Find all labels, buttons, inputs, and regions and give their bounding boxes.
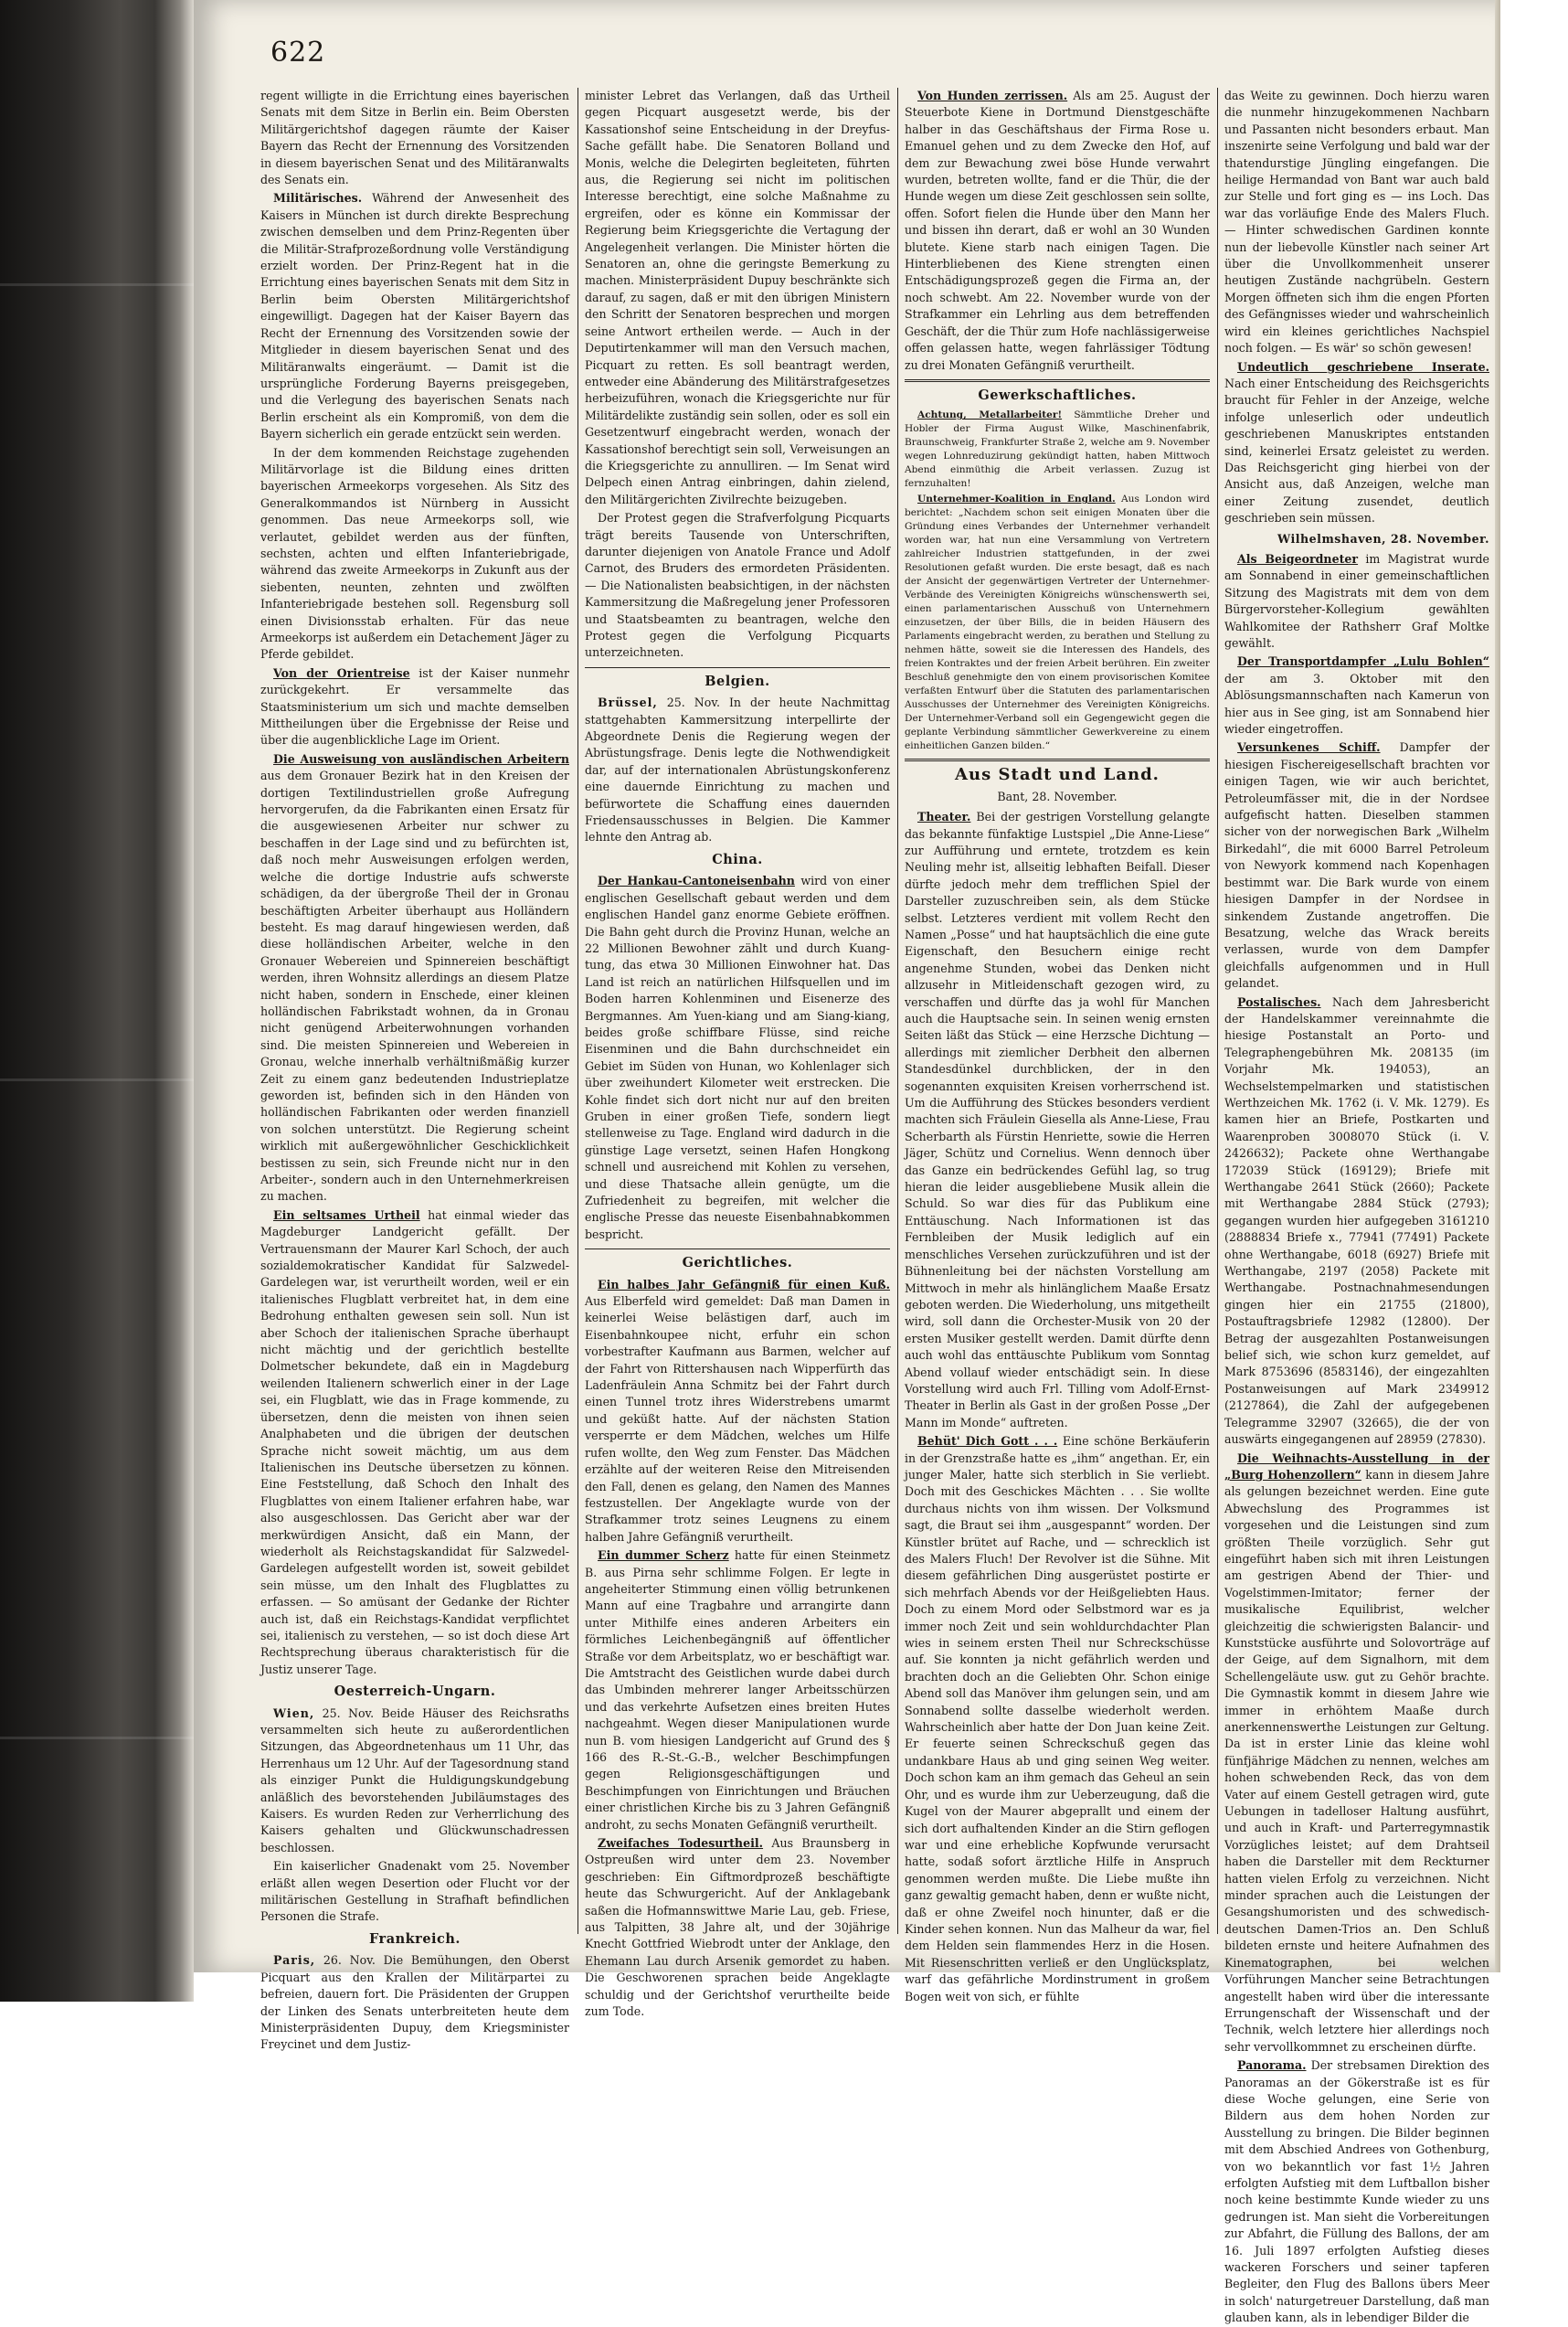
paragraph-text: Nach einer Entscheidung des Reichsgerichts braucht für Fehler in der Anzeige, welche infolge unleserlich oder undeutlich geschriebenen Manuskriptes entstanden sind, keinerlei Ersatz geleistet zu werden. Das Reichsgericht ging hierbei von der Ansicht aus, daß Anzeigen, welche man einer Zeitung zusendet, deutlich geschrieben sein müssen. (1224, 376, 1489, 526)
article-paragraph (260, 190, 569, 442)
paragraph-text: der am 3. Oktober mit den Ablösungsmannschaften nach Kamerun von hier aus in See ging, ist am Sonnabend hier wieder eingetroffen. (1224, 671, 1489, 737)
article-keyword: Versunkenes Schiff. (1237, 740, 1381, 755)
paragraph-text: im Magistrat wurde am Sonnabend in einer gemeinschaftlichen Sitzung des Magistrats mit dem von dem Bürgervorsteher-Kollegium gewählten Wahlkomitee der Rathsherr Graf Moltke gewählt. (1224, 551, 1489, 650)
column-4 (1224, 88, 1489, 2325)
paragraph-text: Als am 25. August der Steuerbote Kiene in Dortmund Dienstgeschäfte halber in das Geschäftshaus der Firma Rose u. Emanuel gehen und zu dem Zwecke den Hof, auf dem zur Bewachung zwei böse Hunde verwahrt wurden, betreten wollte, fand er die Thür, die der Hunde wegen um diese Zeit geschlossen sein sollte, offen. Sofort fielen die Hunde über den Mann her und bissen ihn derart, daß er wohl an 30 Wunden blutete. Kiene starb nach einigen Tagen. Die Hinterbliebenen des Kiene strengten einen Entschädigungsprozeß gegen die Firma an, der noch schwebt. Am 22. November wurde von der Strafkammer ein Lehrling aus dem betreffenden Geschäft, der die Thür zum Hofe nachlässigerweise offen gelassen hatte, wegen fahrlässiger Tödtung zu drei Monaten Gefängniß verurtheilt. (905, 89, 1211, 372)
dateline: Bant, 28. November. (997, 789, 1118, 803)
article-paragraph (585, 1547, 890, 1833)
dateline: Wilhelmshaven, 28. November. (1277, 531, 1489, 546)
book-spine (0, 0, 194, 2002)
article-keyword: Der Transportdampfer „Lulu Bohlen“ (1237, 654, 1489, 669)
article-paragraph (260, 665, 569, 749)
article-paragraph: Ein kaiserlicher Gnadenakt vom 25. November erläßt allen wegen Desertion oder Flucht vor der militärischen Gestellung in Strafhaft befindlichen Personen die Strafe. (260, 1859, 569, 1924)
column-rule (1217, 88, 1218, 1934)
paragraph-text: 25. Nov. Beide Häuser des Reichsraths versammelten sich heute zu außerordentlichen Sitzungen, das Abgeordnetenhaus um 11 Uhr, das Herrenhaus um 12 Uhr. Auf der Tagesordnung stand als einziger Punkt die Huldigungskundgebung anläßlich des bevorstehenden Jubiläumstages des Kaisers. Es wurden Reden zur Verherrlichung des Kaisers gehalten und Glückwunschadressen beschlossen. (260, 1705, 569, 1854)
article-keyword: Postalisches. (1237, 994, 1321, 1009)
spine-band (0, 283, 194, 286)
paragraph-text: Während der Anwesenheit des Kaisers in München ist durch direkte Besprechung zwischen demselben und dem Prinz-Regenten über die Militär-Strafprozeßordnung volle Verständigung erzielt worden. Der Prinz-Regent hat in die Errichtung eines bayerischen Senats mit dem Sitz in Berlin beim Obersten Militärgerichtshof eingewilligt. Dagegen hat der Kaiser Bayern das Recht der Ernennung des Vorsitzenden sowie der Mitglieder in diesem bayerischen Senat und des Militäranwalts eingeräumt. — Damit ist die ursprüngliche Forderung Bayerns preisgegeben, und die Verlegung des bayerischen Senats nach Berlin erscheint als ein Kompromiß, von dem die Bayern sicherlich ein gerade entzückt sein werden. (260, 191, 569, 441)
dateline-place: Wien, (273, 1705, 315, 1720)
article-keyword: Zweifaches Todesurtheil. (598, 1836, 764, 1851)
article-keyword: Ein seltsames Urtheil (273, 1207, 420, 1222)
section-heading: Frankreich. (369, 1930, 461, 1947)
article-paragraph: das Weite zu gewinnen. Doch hierzu waren die nunmehr hinzugekommenen Nachbarn und Passanten nicht besonders erbaut. Man inszenirte seine Verfolgung und bald war der thatendurstige Jüngling eingefangen. Die heilige Hermandad von Bant war auch bald zur Stelle und fort ging es — ins Loch. Das war das vorläufige Ende des Malers Fluch. — Hinter schwedischen Gardinen konnte nun der liebevolle Künstler nach seiner Art über die Unvollkommenheit unserer heutigen Zustände nachgrübeln. Gestern Morgen öffneten sich ihm die engen Pforten des Gefängnisses wieder und wahrscheinlich wird ein kleines gerichtliches Nachspiel noch folgen. — Es wär' so schön gewesen! (1224, 89, 1489, 356)
article-keyword: Behüt' Dich Gott . . . (917, 1434, 1058, 1449)
column-2 (585, 88, 890, 2019)
article-paragraph: minister Lebret das Verlangen, daß das Urtheil gegen Picquart ausgesetzt werde, bis der Kassationshof seine Entscheidung in der Dreyfus-Sache gefällt habe. Die Senatoren Bolland und Monis, welche die Delegirten begleiteten, führten aus, die Regierung sei nicht im politischen Interesse berechtigt, eine solche Maßnahme zu ergreifen, oder es könne ein Kommissar der Regierung beim Kriegsgerichte die Vertagung der Angelegenheit verlangen. Die Minister hörten die Senatoren an, ohne die geringste Bemerkung zu machen. Ministerpräsident Dupuy beschränkte sich darauf, zu sagen, daß er mit den übrigen Ministern den Schritt der Senatoren besprechen und morgen seine Antwort ertheilen werde. — Auch in der Deputirtenkammer will man den Versuch machen, Picquart zu retten. Es soll beantragt werden, entweder eine Abänderung des Militärstrafgesetzes herbeizuführen, wonach die Kriegsgerichte nur für Militärdelikte zuständig sein sollen, oder es soll ein Gesetzentwurf eingebracht werden, wonach der Kassationshof berechtigt sein soll, Verweisungen an die Kriegsgerichte zu annulliren. — Im Senat wird Delpech einen Antrag einbringen, dahin zielend, den Militärgerichten Zivilrechte beizugeben. (585, 89, 890, 506)
article-keyword: Die Ausweisung von ausländischen Arbeitern (273, 751, 569, 766)
paragraph-text: Der strebsamen Direktion des Panoramas an der Gökerstraße ist es für diese Woche gelungen, eine Serie von Bildern aus dem hohen Norden zur Ausstellung zu bringen. Die Bilder beginnen mit dem Abschied Andrees von Gothenburg, von wo bekanntlich vor fast 1½ Jahren erfolgten Aufstieg mit dem Luftballon bisher noch keine bestimmte Kunde wieder zu uns gedrungen ist. Man sieht die Vorbereitungen zur Abfahrt, die Füllung des Ballons, der am 16. Juli 1897 erfolgten Aufstieg dieses wackeren Forschers und seiner tapferen Begleiter, den Flug des Ballons übers Meer in solch' naturgetreuer Darstellung, daß man glauben kann, als in lebendiger Bilder die (1224, 2058, 1489, 2325)
article-keyword: Von der Orientreise (273, 665, 410, 680)
dateline-place: Paris, (273, 1953, 316, 1968)
paragraph-text: Eine schöne Berkäuferin in der Grenzstraße hatte es „ihm“ angethan. Er, ein junger Maler, hatte sich sterblich in Sie verliebt. Doch mit des Geschickes Mächten . . . Sie wollte durchaus nichts von ihm wissen. Der Volksmund sagt, die Braut sei ihm „ausgespannt“ worden. Der Künstler brütet auf Rache, und — schrecklich ist des Malers Fluch! Der Revolver ist die Sühne. Mit diesem gefährlichen Ding ausgerüstet postirte er sich mehrfach Abends vor der Heißgeliebten Haus. Doch zu einem Mord oder Selbstmord war es ja immer noch Zeit und sein wohldurchdachter Plan wies in seinem ersten Theil nur Schreckschüsse auf. Sie konnten ja nicht gefährlich werden und brachten doch an die Geliebten Ohr. Schon einige Abend soll das Manöver ihm gelungen sein, und am Sonnabend sollte dasselbe wiederholt werden. Wahrscheinlich aber hatte der Don Juan keine Zeit. Er feuerte seinen Schreckschuß gegen das undankbare Haus ab und ging seinen Weg weiter. Doch schon kam an ihm gemach das Geheul an sein Ohr, und es wurde ihm zur Ueberzeugung, daß die Kugel von der Maurer abgeprallt und einem der sich dort aufhaltenden Kinder an die Stirn geflogen war und eine erhebliche Kopfwunde verursacht hatte, sodaß sofort ärztliche Hilfe in Anspruch genommen werden mußte. Die Liebe mußte ihn ganz gewaltig gemacht haben, denn er wußte nicht, daß er ohne Zweifel noch hinunter, daß er die Kinder sehen konnen. Nun das Malheur da war, fiel dem Helden sein flammendes Herz in die Hosen. Mit Riesenschritten verließ er den Unglücksplatz, warf das gefährliche Mordinstrument in großem Bogen weit von sich, er fühlte (905, 1434, 1210, 2003)
article-paragraph (1224, 653, 1489, 738)
paragraph-text: Nach dem Jahresbericht der Handelskammer vereinnahmte die hiesige Postanstalt an Porto- und Telegraphengebühren Mk. 208135 (im Vorjahr Mk. 194053), an Wechselstempelmarken und statistischen Werthzeichen Mk. 1762 (i. V. Mk. 1279). Es kamen hier an Briefe, Postkarten und Waarenproben 3008070 Stück (i. V. 2426632); Packete ohne Werthangabe 172039 Stück (169129); Briefe mit Werthangabe 2641 Stück (2660); Packete mit Werthangabe 2884 Stück (2793); gegangen wurden hier aufgegeben 3161210 (2888834 Briefe x., 77941 (77491) Packete ohne Werthangabe, 6018 (6927) Briefe mit Werthangabe, 2197 (2058) Packete mit Werthangabe. Postnachnahmesendungen gingen hier ein 21755 (21800), Postauftragsbriefe 12982 (12800). Der Betrag der ausgezahlten Postanweisungen belief sich, wie schon kurz gemeldet, auf Mark 8753696 (8583146), der eingezahlten Postanweisungen auf Mark 2349912 (2127864), die Zahl der aufgegebenen Telegramme 32907 (32665), die der von auswärts eingegangenen auf 28959 (27830). (1224, 994, 1489, 1447)
spine-band (0, 1078, 194, 1081)
section-heading: Aus Stadt und Land. (955, 765, 1160, 785)
paragraph-text: Dampfer der hiesigen Fischereigesellschaft brachten vor einigen Tagen, wie wir auch berichtet, Petroleumfässer mit, die in der Nordsee aufgefischt hatten. Dieselben stammen sicher von der norwegischen Bark „Wilhelm Birkedahl“, die mit 6000 Barrel Petroleum von Newyork kommend nach Kopenhagen bestimmt war. Die Bark wurde von einem hiesigen Dampfer in der Nordsee in sinkendem Zustande angetroffen. Die Besatzung, welche das Wrack bereits verlassen, wurde von dem Dampfer gleichfalls aufgenommen und in Hull gelandet. (1224, 740, 1489, 991)
section-heading: Belgien. (705, 673, 770, 689)
article-paragraph (260, 751, 569, 1206)
article-paragraph (1224, 359, 1489, 527)
article-paragraph: regent willigte in die Errichtung eines bayerischen Senats mit dem Sitze in Berlin ein. Beim Obersten Militärgerichtshof dagegen räumte der Kaiser Bayern das Recht der Ernennung des Vorsitzenden in diesem bayerischen Senat und des Militäranwalts des Senats ein. (260, 89, 569, 187)
article-paragraph (260, 1207, 569, 1678)
column-rule (577, 88, 578, 1934)
article-keyword: Als Beigeordneter (1237, 551, 1359, 566)
article-keyword: Achtung, Metallarbeiter! (917, 409, 1063, 421)
article-paragraph (260, 1705, 569, 1857)
spine-band (0, 1737, 194, 1739)
section-keyword: Militärisches. (273, 191, 363, 206)
column-1 (260, 88, 569, 2052)
paragraph-text: Sämmtliche Dreher und Hobler der Firma August Wilke, Maschinenfabrik, Braunschweig, Frankfurter Straße 2, welche am 9. November wegen Lohnreduzirung gekündigt hatten, haben Mittwoch Abend einmüthig die Arbeit verlassen. Zuzug ist fernzuhalten! (905, 409, 1210, 490)
article-paragraph (260, 1952, 569, 2053)
article-paragraph (585, 695, 890, 846)
article-paragraph (1224, 551, 1489, 652)
article-keyword: Von Hunden zerrissen. (917, 89, 1068, 102)
article-paragraph (905, 409, 1210, 491)
article-paragraph (1224, 739, 1489, 992)
separator (585, 667, 890, 668)
article-paragraph (1224, 994, 1489, 1449)
paragraph-text: 26. Nov. Die Bemühungen, den Oberst Picquart aus den Krallen der Militärpartei zu befreien, dauern fort. Die Präsidenten der Gruppen der Linken des Senats unterbreiteten heute dem Ministerpräsidenten Dupuy, dem Kriegsminister Freycinet und dem Justiz- (260, 1953, 569, 2052)
article-paragraph: Der Protest gegen die Strafverfolgung Picquarts trägt bereits Tausende von Unterschriften, darunter diejenigen von Anatole France und Adolf Carnot, des Bruders des ermordeten Präsidenten. — Die Nationalisten beabsichtigen, in der nächsten Kammersitzung die Maßregelung jener Professoren und Staatsbeamten zu beantragen, welche den Protest gegen die Verfolgung Picquarts unterzeichneten. (585, 511, 890, 660)
paragraph-text: aus dem Gronauer Bezirk hat in den Kreisen der dortigen Textilindustriellen große Aufregung hervorgerufen, da die Fabrikanten einen Ersatz für die ausgewiesenen Arbeiter nur schwer zu beschaffen in der Lage sind und zu befürchten ist, daß noch mehr Ausweisungen erfolgen werden, welche die dortige Industrie aufs schwerste schädigen, da der übergroße Theil der in Gronau beschäftigten Arbeiter überhaupt aus Holländern besteht. Es mag darauf hingewiesen werden, daß diese holländischen Arbeiter, welche in den Gronauer Webereien und Spinnereien beschäftigt werden, ihren Wohnsitz allerdings an diesem Platze nicht haben, sondern in Enschede, einer kleinen holländischen Fabrikstadt wohnen, da in Gronau nicht genügend Arbeiterwohnungen vorhanden sind. Die meisten Spinnereien und Webereien in Gronau, welche innerhalb verhältnißmäßig kurzer Zeit zu einem ganz bedeutenden Industrieplatze geworden ist, befinden sich in den Händen von holländischen Fabrikanten oder werden finanziell von solchen unterstützt. Die Regierung scheint wirklich mit außergewöhnlicher Geschicklichkeit bestissen zu sein, sich Freunde nicht nur in den Arbeiter-, sondern auch in den Unternehmerkreisen zu machen. (260, 769, 569, 1204)
page-number: 622 (270, 37, 326, 69)
article-paragraph (585, 873, 890, 1243)
article-keyword: Die Weihnachts-Ausstellung in der „Burg Hohenzollern“ (1224, 1450, 1489, 1482)
section-heading: Gewerkschaftliches. (978, 387, 1137, 403)
column-3 (905, 88, 1211, 2003)
paragraph-text: Aus Elberfeld wird gemeldet: Daß man Damen in keinerlei Weise belästigen darf, auch im Eisenbahnkoupee nicht, erfuhr ein schon vorbestrafter Kaufmann aus Barmen, welcher auf der Fahrt von Rittershausen nach Wipperfürth das Ladenfräulein Anna Schmitz bei der Fahrt durch einen Tunnel trotz ihres Widerstrebens umarmt und geküßt hatte. Auf der nächsten Station versperrte er dem Mädchen, welches um Hilfe rufen wollte, den Weg zum Fenster. Das Mädchen erzählte auf der weiteren Reise den Mitreisenden den Fall, denen es gelang, den Namen des Mannes festzustellen. Der Angeklagte wurde von der Strafkammer trotz seines Leugnens zu einem halben Jahre Gefängniß verurtheilt. (585, 1294, 890, 1544)
column-rule (897, 88, 898, 1934)
scan-margin-right (1500, 0, 1568, 2002)
paragraph-text: wird von einer englischen Gesellschaft gebaut werden und dem englischen Handel ganz enorme Gebiete eröffnen. Die Bahn geht durch die Provinz Hunan, welche an 22 Millionen Bewohner zählt und durch Kuang-tung, das etwa 30 Millionen Einwohner hat. Das Land ist reich an natürlichen Hilfsquellen und im Boden harren Kohlenminen und Eisenerze des Bergmannes. Am Yuen-kiang und am Siang-kiang, beides große schiffbare Flüsse, sind reiche Eisenminen und die Bahn durchschneidet ein Gebiet im Süden von Hunan, wo Kohlenlager sich über zweihundert Kilometer weit erstrecken. Die Kohle findet sich dort nicht nur auf den breiten Gruben in einer großen Tiefe, sondern liegt stellenweise zu Tage. England wird dadurch in die günstige Lage versetzt, seinen Hafen Hongkong schnell und ausreichend mit Kohlen zu versehen, und diese Thatsache allein genügte, um die Zufriedenheit zu begreifen, mit welcher die englische Presse das neueste Eisenbahnabkommen bespricht. (585, 874, 890, 1241)
article-paragraph (905, 493, 1210, 753)
paragraph-text: Bei der gestrigen Vorstellung gelangte das bekannte fünfaktige Lustspiel „Die Anne-Liese“ zur Aufführung und erntete, trotzdem es kein Neuling mehr ist, allseitig lebhaften Beifall. Dieser dürfte jedoch mehr dem trefflichen Spiel der Darsteller zuzuschreiben sein, als dem Stücke selbst. Letzteres verdient mit vollem Recht den Namen „Posse“ und hat hauptsächlich die eine gute Eigenschaft, den Besuchern einige recht angenehme Stunden, wobei das Denken nicht allzusehr in Mitleidenschaft gezogen wird, zu verschaffen und dürfte das ja wohl für Manchen auch die Hauptsache sein. In seinen wenig ernsten Seiten läßt das Stück — eine Herzsche Dichtung — allerdings mit ziemlicher Derbheit den albernen Standesdünkel durchblicken, der in den sogenannten exquisiten Kreisen vorherrschend ist. Um die Aufführung des Stückes besonders verdient machten sich Fräulein Giesella als Anne-Liese, Frau Scherbarth als Fürstin Henriette, sowie die Herren Jäger, Schütz und Cornelius. Wenn dennoch über das Ganze ein bedrückendes Gefühl lag, so trug hieran die leider ausgebliebene Musik allein die Schuld. So war dies für das Publikum eine Enttäuschung. Nach Informationen ist das Fernbleiben der Musik lediglich auf ein menschliches Versehen zurückzuführen und ist der Bühnenleitung bei der nächsten Vorstellung am Mittwoch in mehr als hinlänglichem Maaße Ersatz geboten werden. Die Wiederholung, uns mitgetheilt wird, soll dann die Orchester-Musik von 20 der ersten Musiker gestellt werden. Damit dürfte denn auch wohl das enttäuschte Publikum vom Sonntag Abend vollauf wieder entschädigt sein. In diese Vorstellung wird auch Frl. Tilling vom Adolf-Ernst-Theater in Berlin als Gast in der großen Posse „Der Mann im Monde“ auftreten. (905, 810, 1210, 1429)
article-keyword: Der Hankau-Cantoneisenbahn (598, 874, 795, 888)
article-paragraph (905, 88, 1210, 374)
article-keyword: Ein halbes Jahr Gefängniß für einen Kuß. (598, 1277, 890, 1291)
paragraph-text: 25. Nov. In der heute Nachmittag stattgehabten Kammersitzung interpellirte der Abgeordnete Denis die Regierung wegen der Abrüstungsfrage. Denis legte die Nothwendigkeit dar, auf der internationalen Abrüstungskonferenz eine dauernde Einrichtung zu machen und befürwortete die Schaffung eines dauernden Friedensausschusses in Belgien. Die Kammer lehnte den Antrag ab. (585, 696, 890, 845)
paragraph-text: hat einmal wieder das Magdeburger Landgericht gefällt. Der Vertrauensmann der Maurer Karl Schoch, der auch sozialdemokratischer Kandidat für Salzwedel-Gardelegen war, ist verurtheilt worden, weil er ein italienisches Flugblatt verbreitet hat, in dem eine Bedrohung enthalten gewesen sein soll. Nun ist aber Schoch der italienischen Sprache überhaupt nicht mächtig und der gerichtlich bestellte Dolmetscher bekundete, daß ein in Magdeburg weilenden Italienern schwerlich einer in der Lage sei, ein Flugblatt, wie das in Frage kommende, zu übersetzen, denn die meisten von ihnen seien Analphabeten und die übrigen der deutschen Sprache nicht soweit mächtig, um aus dem Italienischen ins Deutsche übersetzen zu können. Eine Feststellung, daß Schoch den Inhalt des Flugblattes von einem Italiener erfahren habe, war also ausgeschlossen. Das Gericht aber war der merkwürdigen Ansicht, daß ein Mann, der wiederholt als Reichstagskandidat für Salzwedel-Gardelegen aufgestellt worden ist, soweit gebildet sein müsse, um den Inhalt des Flugblattes zu erfassen. — So amüsant der Gedanke der Richter auch ist, daß ein Reichstags-Kandidat verpflichtet sei, italienisch zu verstehen, — so ist doch diese Art Rechtsprechung überaus charakteristisch für die Justiz unserer Tage. (260, 1207, 569, 1676)
paragraph-text: Aus London wird berichtet: „Nachdem schon seit einigen Monaten über die Gründung eines Verbandes der Unternehmer verhandelt worden war, hat nun eine Versammlung von Vertretern zahlreicher Industrien stattgefunden, in der zwei Resolutionen gefaßt wurden. Die erste besagt, daß es nach der Ansicht der gegenwärtigen Vertreter der Unternehmer-Verbände des Vereinigten Königreichs wünschenswerth sei, einen parlamentarischen Ausschuß von Unternehmern einzusetzen, der über Bills, die in beiden Häusern des Parlaments eingebracht werden, zu berathen und Stellung zu nehmen hätte, soweit sie die Interessen des Handels, des freien Kontraktes und der freien Arbeit berühren. Ein zweiter Beschluß genehmigte den von einem provisorischen Komitee verfaßten Entwurf über die Statuten des parlamentarischen Ausschusses der Unternehmer des Vereinigten Königreichs. Der Unternehmer-Verband soll ein Gegengewicht gegen die geplante Verbindung sämmtlicher Gewerkvereine zu einem einheitlichen Ganzen bilden.“ (905, 494, 1210, 752)
separator (905, 759, 1210, 761)
article-paragraph (905, 809, 1210, 1431)
section-heading: China. (712, 851, 763, 867)
paragraph-text: hatte für einen Steinmetz B. aus Pirna sehr schlimme Folgen. Er legte in angeheiterter Stimmung einen völlig betrunkenen Mann auf eine Tragbahre und arrangirte dann unter Mithilfe eines anderen Arbeiters ein förmliches Leichenbegängniß auf öffentlicher Straße vor dem Arbeitsplatz, wo er beschäftigt war. Die Amtstracht des Geistlichen wurde dabei durch das Umbinden mehrerer langer Arbeitsschürzen und das verkehrte Aufsetzen eines breiten Hutes nachgeahmt. Wegen dieser Manipulationen wurde nun B. vom hiesigen Landgericht auf Grund des § 166 des R.-St.-G.-B., welcher Beschimpfungen gegen Religionsgeschäftigungen und Beschimpfungen von Einrichtungen und Bräuchen einer christlichen Kirche bis zu 3 Jahren Gefängniß androht, zu sechs Monaten Gefängniß verurtheilt. (585, 1548, 890, 1832)
section-heading: Oesterreich-Ungarn. (334, 1684, 496, 1700)
dateline-place: Brüssel, (598, 696, 658, 710)
article-paragraph: In der dem kommenden Reichstage zugehenden Militärvorlage ist die Bildung eines dritten bayerischen Armeekorps vorgesehen. Als Sitz des Generalkommandos ist Nürnberg in Aussicht genommen. Das neue Armeekorps soll, wie verlautet, gebildet werden aus der fünften, sechsten, achten und elften Infanteriebrigade, während das zweite Armeekorps in Zukunft aus der siebenten, neunten, zehnten und zwölften Infanteriebrigade bestehen soll. Regensburg soll einen Divisionsstab erhalten. Für das neue Armeekorps ist außerdem ein Detachement Jäger zu Pferde gebildet. (260, 445, 569, 662)
article-paragraph (585, 1835, 890, 2020)
paragraph-text: Aus Braunsberg in Ostpreußen wird unter dem 23. November geschrieben: Ein Giftmordprozeß beschäftigte heute das Schwurgericht. Auf der Anklagebank saßen die Hofmannswittwe Marie Lau, geb. Friese, aus Talpitten, 38 Jahre alt, und der 30jährige Knecht Gottfried Wiebrodt unter der Anklage, den Ehemann Lau durch Arsenik gemordet zu haben. Die Geschworenen sprachen beide Angeklagte schuldig und der Gerichtshof verurtheilte beide zum Tode. (585, 1836, 890, 2019)
paragraph-text: kann in diesem Jahre als gelungen bezeichnet werden. Eine gute Abwechslung des Programmes ist vorgesehen und die Leistungen sind zum größten Theile vorzüglich. Sehr gut eingeführt haben sich mit ihren Leistungen am gestrigen Abend der Thier- und Vogelstimmen-Imitator; ferner der musikalische Equilibrist, welcher gleichzeitig die schwierigsten Balancir- und Kunststücke ausführte und Solovorträge auf der Geige, auf dem Signalhorn, mit dem Schellengeläute usw. gut zu Gehör brachte. Die Gymnastik kommt in diesem Jahre wie immer in erhöhtem Maaße durch anerkennenswerthe Leistungen zur Geltung. Da ist in erster Linie das kleine wohl fünfjährige Mädchen zu nennen, welches am hohen schwebenden Reck, das von dem Vater auf einem Gestell getragen wird, gute Uebungen in tadelloser Haltung ausführt, und auch in Kraft- und Parterregymnastik Vorzügliches leistet; auf dem Drahtseil haben die Darsteller mit dem Reckturner hatten vielen Erfolg zu verzeichnen. Nicht minder sprachen auch die Leistungen der Gesangshumoristen und des schwedisch-deutschen Damen-Trios an. Den Schluß bildeten ernste und heitere Aufnahmen des Kinematographen, bei welchen Vorführungen Mancher seine Betrachtungen angestellt haben wird über die interessante Errungenschaft der Wissenschaft und der Technik, welch letztere hier allerdings noch sehr vervollkommnet zu erscheinen dürfte. (1224, 1467, 1489, 2054)
article-keyword: Panorama. (1237, 2058, 1307, 2073)
article-keyword: Ein dummer Scherz (598, 1548, 729, 1563)
section-heading: Gerichtliches. (682, 1255, 793, 1271)
article-paragraph (905, 1433, 1210, 2005)
paragraph-text: ist der Kaiser nunmehr zurückgekehrt. Er versammelte das Staatsministerium um sich und machte demselben Mittheilungen über die Ergebnisse der Reise und über die augenblickliche Lage im Orient. (260, 665, 569, 748)
article-keyword: Theater. (917, 810, 971, 824)
article-paragraph (1224, 1450, 1489, 2056)
article-keyword: Undeutlich geschriebene Inserate. (1237, 359, 1489, 374)
article-keyword: Unternehmer-Koalition in England. (917, 494, 1116, 505)
article-paragraph (585, 1277, 890, 1546)
separator (905, 379, 1210, 382)
article-paragraph (1224, 2057, 1489, 2327)
